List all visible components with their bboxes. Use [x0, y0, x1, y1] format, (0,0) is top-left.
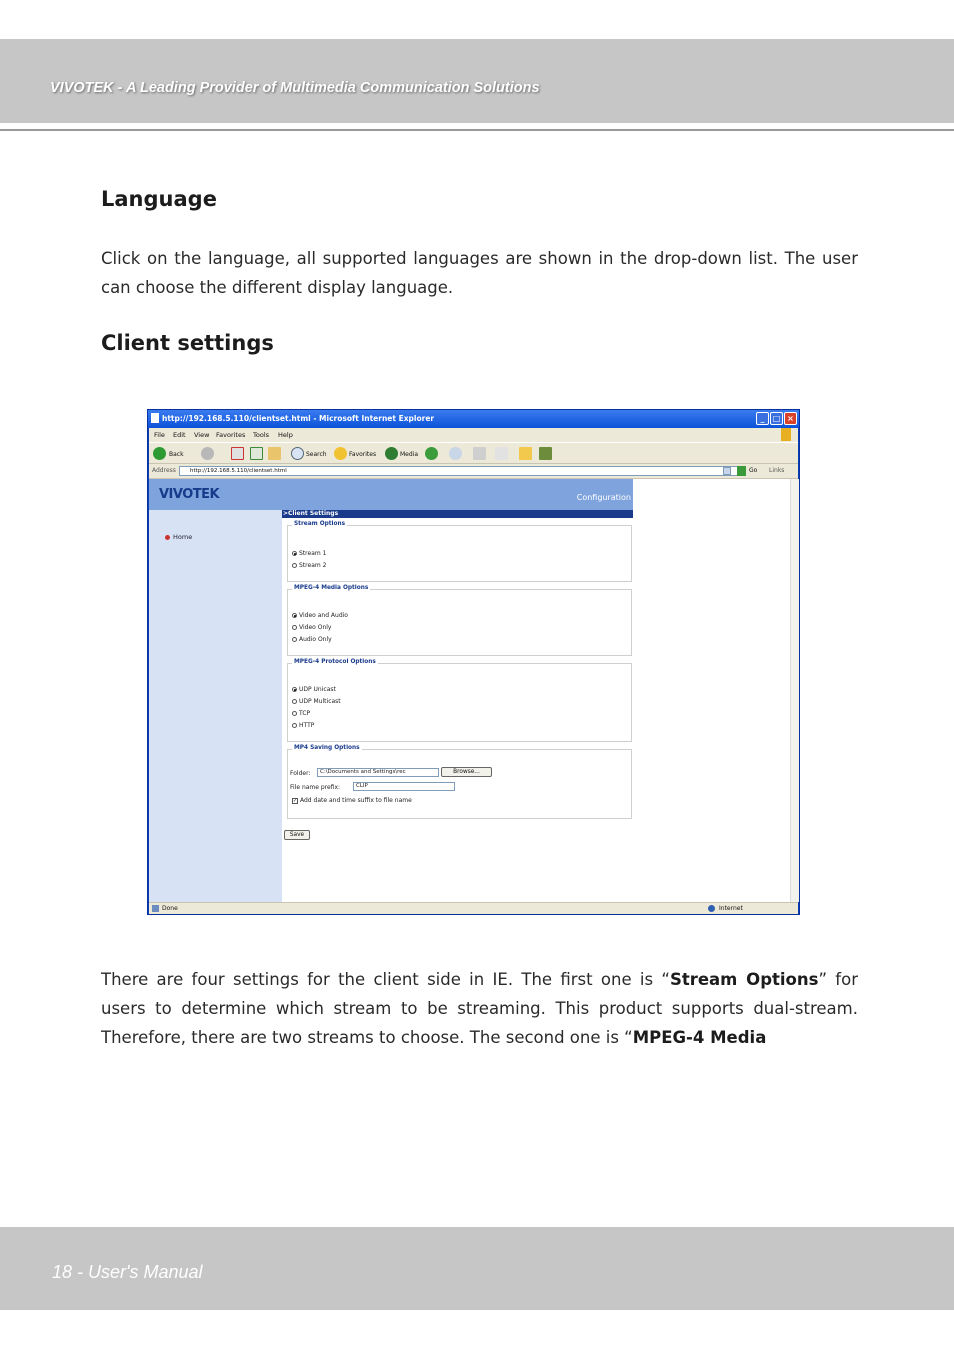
suffix-checkbox-label: Add date and time suffix to file name — [300, 797, 412, 804]
radio-unselected-icon — [292, 625, 297, 630]
media-options-group — [287, 585, 632, 656]
links-label[interactable]: Links — [769, 467, 785, 474]
menu-view[interactable]: View — [194, 431, 210, 439]
protocol-options-group — [287, 659, 632, 742]
media-label[interactable]: Media — [400, 451, 419, 458]
language-paragraph: Click on the language, all supported languages are shown in the drop-down list. The user can choose the different display language. — [101, 249, 858, 297]
radio-stream-1[interactable] — [292, 550, 326, 557]
address-input[interactable]: http://192.168.5.110/clientset.html — [179, 466, 739, 476]
radio-video-and-audio[interactable] — [292, 612, 348, 619]
radio-http-label: HTTP — [299, 722, 315, 729]
back-icon[interactable] — [153, 447, 166, 460]
radio-stream-2-label: Stream 2 — [299, 562, 327, 569]
close-icon[interactable]: × — [784, 412, 797, 425]
radio-tcp-label: TCP — [299, 710, 311, 717]
vivotek-logo: VIVOTEK — [159, 487, 220, 502]
media-options-title: MPEG-4 Media Options — [294, 585, 369, 591]
client-settings-header: >Client Settings — [282, 510, 633, 518]
radio-stream-2[interactable] — [292, 562, 326, 569]
history-icon[interactable] — [425, 447, 438, 460]
folder-input[interactable]: C:\Documents and Settings\rec — [317, 768, 439, 777]
protocol-options-title: MPEG-4 Protocol Options — [294, 659, 376, 665]
nav-home[interactable] — [165, 533, 192, 541]
vertical-scrollbar[interactable] — [790, 479, 799, 902]
radio-selected-icon — [292, 687, 297, 692]
web-content — [149, 479, 790, 902]
menu-favorites[interactable]: Favorites — [216, 431, 246, 439]
status-done: Done — [162, 905, 178, 912]
folder-label: Folder: — [290, 770, 311, 777]
radio-udp-unicast-label: UDP Unicast — [299, 686, 336, 693]
page-done-icon — [152, 905, 159, 912]
footer-page-label: 18 - User's Manual — [52, 1262, 203, 1282]
prefix-input[interactable]: CLIP — [353, 782, 455, 791]
nav-home-label: Home — [173, 533, 193, 541]
header-tagline: VIVOTEK - A Leading Provider of Multimedia Communication Solutions — [50, 80, 540, 96]
maximize-icon[interactable]: □ — [770, 412, 783, 425]
radio-audio-only[interactable] — [292, 636, 332, 643]
minimize-icon[interactable]: _ — [756, 412, 769, 425]
checkbox-checked-icon: ✓ — [293, 797, 298, 804]
menu-file[interactable]: File — [154, 431, 165, 439]
vivotek-banner — [149, 479, 633, 510]
refresh-icon[interactable] — [250, 447, 263, 460]
prefix-label: File name prefix: — [290, 784, 341, 791]
stream-options-title: Stream Options — [294, 521, 346, 527]
internet-globe-icon — [708, 905, 715, 912]
windows-logo-icon — [781, 428, 791, 441]
paragraph-part-2: ” for users to determine which stream to be streaming. This product supports dual-stream. Therefore, there are two streams to choose. The second one is “ — [101, 970, 858, 1047]
favorites-star-icon[interactable] — [334, 447, 347, 460]
radio-audio-only-label: Audio Only — [299, 636, 332, 643]
radio-http[interactable] — [292, 722, 314, 729]
browse-button[interactable]: Browse... — [441, 767, 492, 777]
browser-title: http://192.168.5.110/clientset.html - Microsoft Internet Explorer — [162, 414, 435, 423]
radio-udp-multicast-label: UDP Multicast — [299, 698, 341, 705]
left-nav-panel — [149, 510, 282, 902]
go-label[interactable]: Go — [749, 467, 758, 474]
radio-selected-icon — [292, 551, 297, 556]
address-label: Address — [152, 467, 176, 474]
address-bar — [149, 464, 798, 479]
media-icon[interactable] — [385, 447, 398, 460]
menu-edit[interactable]: Edit — [173, 431, 186, 439]
stream-options-group — [287, 521, 632, 582]
save-button[interactable]: Save — [284, 830, 310, 840]
paragraph-part-1: There are four settings for the client side in IE. The first one is “ — [101, 970, 670, 989]
client-settings-heading: Client settings — [101, 331, 274, 355]
ie-page-icon — [151, 413, 159, 423]
radio-video-only[interactable] — [292, 624, 331, 631]
radio-unselected-icon — [292, 723, 297, 728]
status-internet: Internet — [719, 905, 743, 912]
forward-icon[interactable] — [201, 447, 214, 460]
radio-selected-icon — [292, 613, 297, 618]
browser-window — [147, 409, 800, 915]
favorites-label[interactable]: Favorites — [349, 451, 377, 458]
print-icon[interactable] — [473, 447, 486, 460]
radio-udp-unicast[interactable] — [292, 686, 336, 693]
radio-udp-multicast[interactable] — [292, 698, 341, 705]
browser-statusbar — [149, 902, 798, 914]
radio-unselected-icon — [292, 711, 297, 716]
menu-tools[interactable]: Tools — [253, 431, 270, 439]
suffix-checkbox[interactable] — [292, 797, 412, 804]
saving-options-title: MP4 Saving Options — [294, 745, 360, 751]
header-divider — [0, 129, 954, 131]
messenger-icon[interactable] — [539, 447, 552, 460]
mail-icon[interactable] — [449, 447, 462, 460]
radio-video-and-audio-label: Video and Audio — [299, 612, 348, 619]
home-bullet-icon — [165, 535, 170, 540]
edit-icon[interactable] — [495, 447, 508, 460]
radio-stream-1-label: Stream 1 — [299, 550, 327, 557]
search-label[interactable]: Search — [306, 451, 327, 458]
radio-video-only-label: Video Only — [299, 624, 332, 631]
go-arrow-icon[interactable] — [737, 466, 746, 476]
browser-toolbar — [149, 442, 798, 464]
radio-unselected-icon — [292, 563, 297, 568]
configuration-label: Configuration — [576, 493, 631, 502]
stream-options-term: Stream Options — [669, 970, 819, 989]
stop-icon[interactable] — [231, 447, 244, 460]
radio-tcp[interactable] — [292, 710, 310, 717]
browser-titlebar — [148, 410, 799, 428]
menu-help[interactable]: Help — [278, 431, 293, 439]
back-label[interactable]: Back — [169, 451, 184, 458]
browser-menubar — [149, 428, 798, 442]
saving-options-group — [287, 745, 632, 819]
home-icon[interactable] — [268, 447, 281, 460]
client-settings-paragraph — [101, 965, 858, 1052]
mpeg4-media-term: MPEG-4 Media — [632, 1028, 767, 1047]
discuss-icon[interactable] — [519, 447, 532, 460]
address-dropdown-icon[interactable] — [723, 467, 731, 475]
radio-unselected-icon — [292, 699, 297, 704]
radio-unselected-icon — [292, 637, 297, 642]
search-icon[interactable] — [291, 447, 304, 460]
language-heading: Language — [101, 187, 217, 211]
